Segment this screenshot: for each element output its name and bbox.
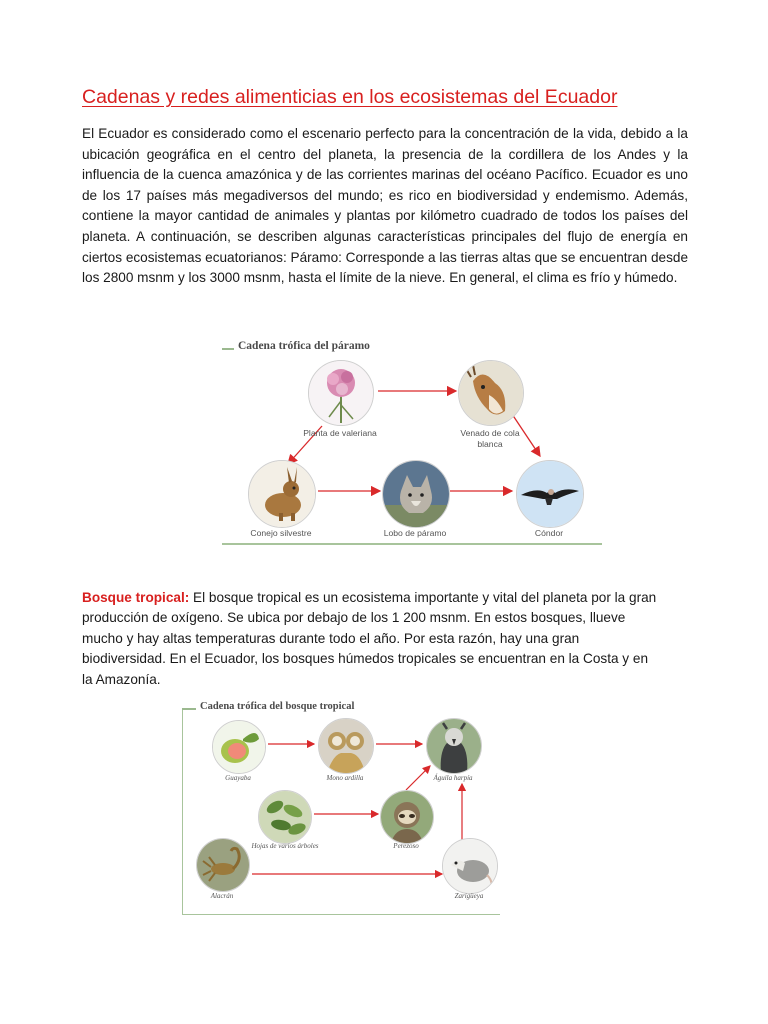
guayaba-label: Guayaba	[225, 774, 251, 782]
tropical-figure-title: Cadena trófica del bosque tropical	[200, 701, 355, 712]
aguila-label: Águila harpía	[433, 774, 473, 782]
deer-image	[458, 360, 524, 426]
mono-label: Mono ardilla	[326, 774, 364, 782]
condor-image	[516, 460, 584, 528]
valeriana-label: Planta de valeriana	[303, 428, 377, 438]
scorpion-image	[196, 838, 250, 892]
rabbit-image	[248, 460, 316, 528]
tropical-forest-paragraph	[82, 588, 662, 690]
paramo-figure-title: Cadena trófica del páramo	[238, 340, 370, 352]
paramo-food-chain-figure	[222, 336, 606, 550]
tropical-food-web-figure	[180, 698, 502, 920]
condor-label: Cóndor	[534, 528, 564, 538]
tropical-forest-heading: Bosque tropical:	[82, 590, 190, 605]
conejo-label: Conejo silvestre	[250, 528, 312, 538]
venado-label: Venado de cola blanca	[460, 428, 520, 449]
leaves-image	[258, 790, 312, 844]
lobo-label: Lobo de páramo	[383, 528, 447, 538]
hojas-label: Hojas de varios árboles	[251, 842, 319, 850]
sloth-image	[380, 790, 434, 844]
tropical-forest-text: El bosque tropical es un ecosistema importante y vital del planeta por la gran producción de oxígeno. Se ubica por debajo de los 1 200 msnm. En estos bosques, llueve mucho y hay altas temperaturas durante todo el año. Por esta razón, hay una gran biodiversidad. En el Ecuador, los bosques húmedos tropicales se encuentran en la Costa y en la Amazonía.	[82, 590, 657, 687]
alacran-label: Alacrán	[210, 892, 234, 900]
page-title: Cadenas y redes alimenticias en los ecosistemas del Ecuador	[82, 86, 618, 108]
wolf-image	[382, 460, 450, 528]
opossum-image	[442, 838, 498, 894]
valeriana-plant-image	[308, 360, 374, 426]
intro-paragraph: El Ecuador es considerado como el escenario perfecto para la concentración de la vida, debido a la ubicación geográfica en el centro del planeta, la presencia de la cordillera de los Andes y la influencia de la cuenca amazónica y de las corrientes marinas del océano Pacífico. Ecuador es uno de los 17 países más megadiversos del mundo; es rico en biodiversidad y endemismo. Además, contiene la mayor cantidad de animales y plantas por kilómetro cuadrado de todos los países del planeta. A continuación, se describen algunas características principales del flujo de energía en ciertos ecosistemas ecuatorianos: Páramo: Corresponde a las tierras altas que se encuentran desde los 2800 msnm y los 3000 msnm, hasta el límite de la nieve. En general, el clima es frío y húmedo.	[82, 126, 689, 286]
perezoso-label: Perezoso	[393, 842, 419, 850]
harpy-eagle-image	[426, 718, 482, 774]
squirrel-monkey-image	[318, 718, 374, 774]
guava-image	[212, 720, 266, 774]
zarigueya-label: Zarigüeya	[454, 892, 484, 900]
